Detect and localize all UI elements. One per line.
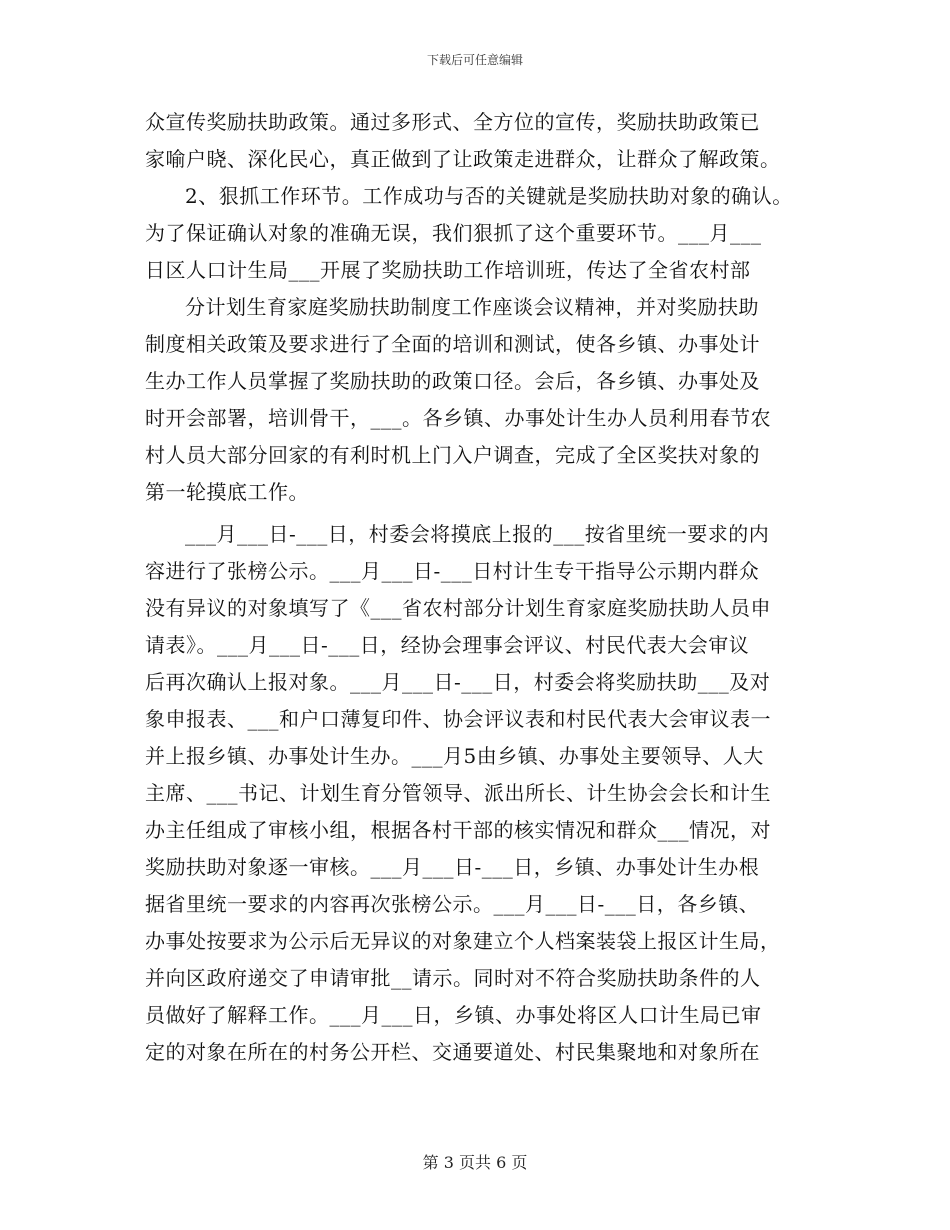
text-line: 奖励扶助对象逐一审核。___月___日-___日，乡镇、办事处计生办根 [145,855,760,879]
text-line: 办事处按要求为公示后无异议的对象建立个人档案装袋上报区计生局， [145,929,781,953]
text-line: 分计划生育家庭奖励扶助制度工作座谈会议精神，并对奖励扶助 [185,295,759,319]
text-line: 并向区政府递交了申请审批__请示。同时对不符合奖励扶助条件的人 [145,966,761,990]
text-line: 生办工作人员掌握了奖励扶助的政策口径。会后，各乡镇、办事处及 [145,369,760,393]
text-line: 后再次确认上报对象。___月___日-___日，村委会将奖励扶助___及对 [145,670,771,694]
page-footer: 第 3 页共 6 页 [422,1153,528,1172]
text-line: 2、狠抓工作环节。工作成功与否的关键就是奖励扶助对象的确认。 [185,184,793,208]
text-line: 村人员大部分回家的有利时机上门入户调查，完成了全区奖扶对象的 [145,443,760,467]
text-line: 员做好了解释工作。___月___日，乡镇、办事处将区人口计生局已审 [145,1003,762,1027]
text-line: 第一轮摸底工作。 [145,480,309,504]
text-line: 办主任组成了审核小组，根据各村干部的核实情况和群众___情况，对 [145,818,771,842]
text-line: 据省里统一要求的内容再次张榜公示。___月___日-___日，各乡镇、 [145,892,760,916]
text-line: 象申报表、___和户口薄复印件、协会评议表和村民代表大会审议表一 [145,707,771,731]
text-line: 请表》。___月___日-___日，经协会理事会评议、村民代表大会审议 [145,633,750,657]
text-line: 并上报乡镇、办事处计生办。___月5由乡镇、办事处主要领导、人大 [145,744,764,768]
text-line: 为了保证确认对象的准确无误，我们狠抓了这个重要环节。___月___ [145,221,762,245]
text-line: 没有异议的对象填写了《___省农村部分计划生育家庭奖励扶助人员申 [145,596,771,620]
text-line: 众宣传奖励扶助政策。通过多形式、全方位的宣传，奖励扶助政策已 [145,110,760,134]
text-line: 日区人口计生局___开展了奖励扶助工作培训班，传达了全省农村部 [145,258,751,282]
page-header: 下载后可任意编辑 [426,53,523,67]
text-line: ___月___日-___日，村委会将摸底上报的___按省里统一要求的内 [185,522,770,546]
text-line: 定的对象在所在的村务公开栏、交通要道处、村民集聚地和对象所在 [145,1040,760,1064]
text-line: 时开会部署，培训骨干，___。各乡镇、办事处计生办人员利用春节农 [145,406,771,430]
text-line: 制度相关政策及要求进行了全面的培训和测试，使各乡镇、办事处计 [145,332,760,356]
text-line: 主席、___书记、计划生育分管领导、派出所长、计生协会会长和计生 [145,781,771,805]
text-line: 容进行了张榜公示。___月___日-___日村计生专干指导公示期内群众 [145,559,760,583]
text-line: 家喻户晓、深化民心，真正做到了让政策走进群众，让群众了解政策。 [145,147,781,171]
